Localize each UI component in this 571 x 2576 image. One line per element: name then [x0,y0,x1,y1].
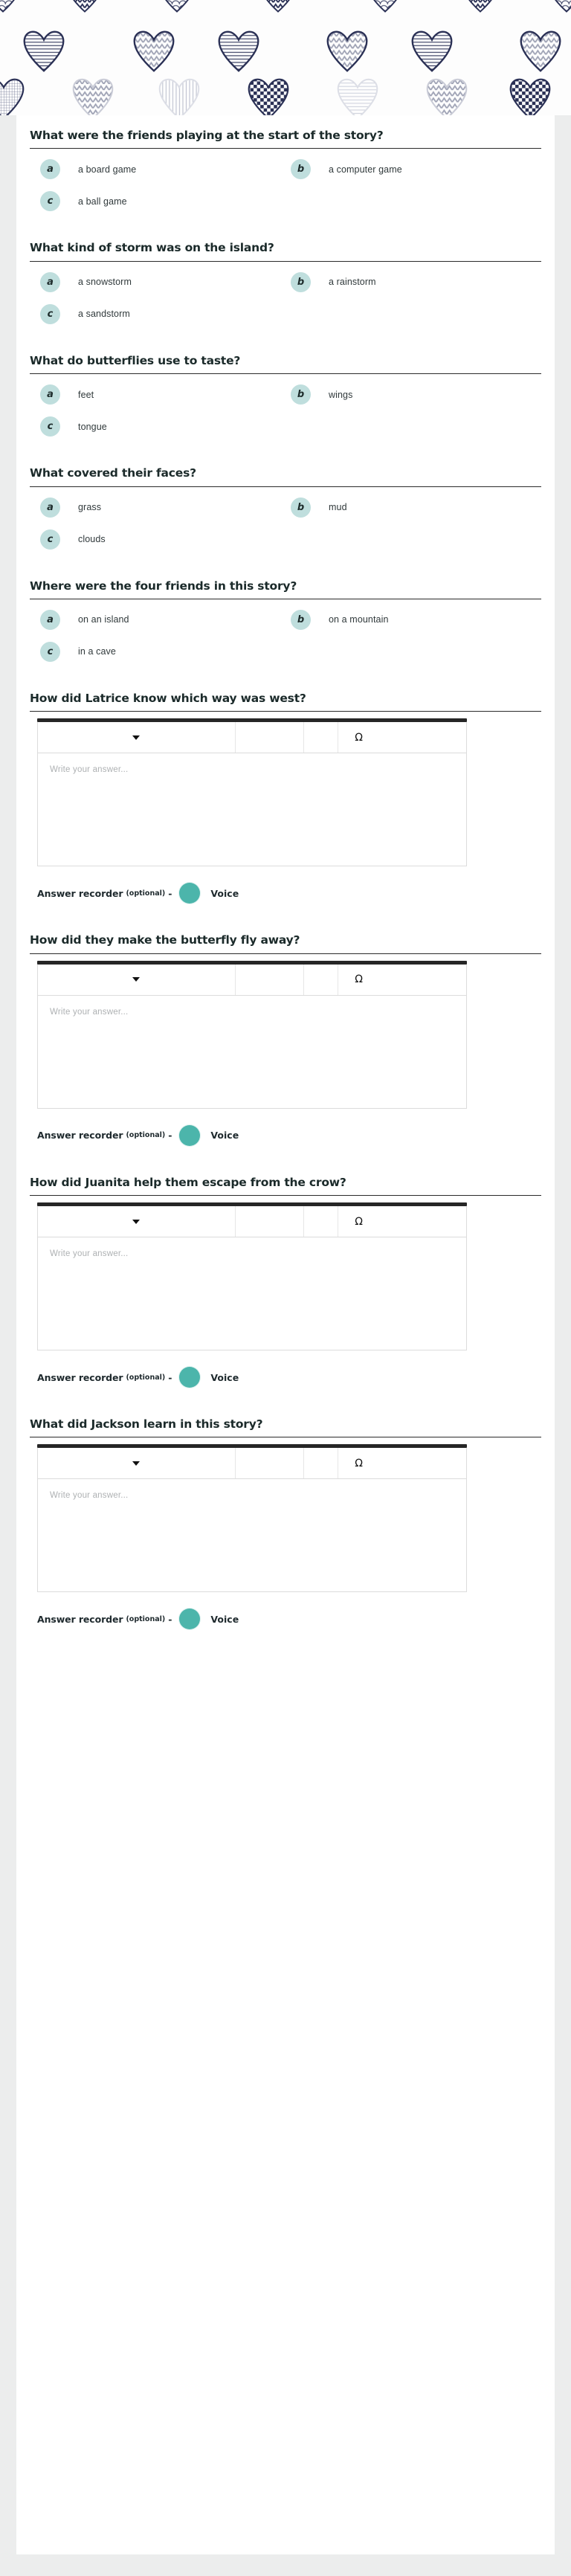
heart-motif [65,0,104,13]
question-prompt: What did Jackson learn in this story? [30,1417,263,1431]
choice-label: a sandstorm [78,309,130,320]
section-spacer [30,336,541,354]
voice-label: Voice [210,1371,239,1383]
omega-icon[interactable]: Ω [355,731,363,744]
editor-toolbar [37,965,467,996]
record-voice-button[interactable] [179,1609,200,1629]
heart-motif [158,0,196,13]
choice-list [30,262,541,336]
answer-recorder-row [30,866,541,904]
answer-recorder-row [30,1109,541,1146]
heart-motif [547,0,571,13]
choice-option-c[interactable] [40,642,291,662]
format-dropdown[interactable] [38,722,235,753]
answer-textarea[interactable] [37,996,467,1109]
choice-label: a snowstorm [78,277,132,288]
question-block [16,466,555,579]
answer-recorder-row [30,1350,541,1388]
question-block [16,1176,555,1417]
choice-label: clouds [78,534,106,544]
voice-label: Voice [210,1613,239,1625]
section-spacer [30,904,541,933]
omega-icon[interactable]: Ω [355,1457,363,1469]
voice-label: Voice [210,887,239,899]
question-prompt: How did they make the butterfly fly away? [30,933,300,947]
recorder-label: Answer recorder [37,887,123,899]
answer-placeholder: Write your answer... [50,1491,129,1501]
editor-toolbar [37,1448,467,1479]
special-character-button[interactable] [338,1448,466,1478]
question-prompt: What covered their faces? [30,466,196,480]
heart-motif [71,76,114,115]
choice-label: tongue [78,421,107,432]
special-character-button[interactable] [338,965,466,995]
chevron-down-icon[interactable] [132,1220,140,1224]
recorder-optional-note: (optional) [126,1373,166,1382]
recorder-optional-note: (optional) [126,1614,166,1623]
choice-label: feet [78,389,94,400]
section-spacer [30,1146,541,1176]
heart-motif [217,28,260,74]
question-prompt: Where were the four friends in this story? [30,579,297,593]
choice-label: mud [329,502,347,512]
choice-key-bubble[interactable]: a [40,610,60,630]
answer-editor [37,718,467,866]
heart-motif [519,28,562,74]
choice-option-c[interactable] [40,191,291,211]
answer-editor [37,961,467,1109]
answer-placeholder: Write your answer... [50,1249,129,1258]
worksheet-sheet [16,115,555,2554]
record-voice-button[interactable] [179,1125,200,1146]
choice-key-bubble[interactable]: c [40,191,60,211]
choice-label: in a cave [78,646,116,657]
heart-motif [326,28,369,74]
choice-key-bubble[interactable]: b [291,498,311,518]
choice-key-bubble[interactable]: b [291,272,311,292]
choice-label: grass [78,502,102,512]
heart-motif [0,0,22,13]
choice-label: a ball game [78,196,127,207]
question-prompt: What were the friends playing at the start of the story? [30,129,384,142]
toolbar-group-3[interactable] [303,722,338,753]
answer-recorder-row [30,1592,541,1629]
toolbar-group-3[interactable] [303,1448,338,1478]
heart-motif [132,28,175,74]
recorder-label: Answer recorder [37,1371,123,1383]
answer-placeholder: Write your answer... [50,1007,129,1017]
toolbar-group-2[interactable] [235,722,303,753]
editor-toolbar [37,1206,467,1237]
choice-label: on an island [78,614,129,625]
format-dropdown[interactable] [38,965,235,995]
heart-motif [509,76,552,115]
question-block [16,241,555,353]
chevron-down-icon[interactable] [132,735,140,740]
heart-motif [366,0,404,13]
choice-list [30,599,541,674]
choice-option-b[interactable] [291,498,541,518]
question-divider [30,711,541,712]
choice-option-a[interactable] [40,272,291,292]
recorder-optional-note: (optional) [126,889,166,898]
question-prompt: How did Latrice know which way was west? [30,691,306,705]
section-spacer [30,561,541,579]
choice-option-b[interactable] [291,272,541,292]
choice-list [30,149,541,223]
choice-option-b[interactable] [291,159,541,179]
choice-key-bubble[interactable]: c [40,642,60,662]
section-spacer [30,448,541,466]
chevron-down-icon[interactable] [132,1461,140,1466]
editor-toolbar [37,722,467,753]
recorder-dash: - [168,1371,172,1383]
choice-option-a[interactable] [40,610,291,630]
choice-key-bubble[interactable]: c [40,304,60,324]
decorative-heart-banner [0,0,571,115]
omega-icon[interactable]: Ω [355,973,363,986]
choice-option-b[interactable] [291,384,541,405]
question-prompt: How did Juanita help them escape from the crow? [30,1175,346,1189]
question-block [16,354,555,466]
choice-option-b[interactable] [291,610,541,630]
toolbar-group-2[interactable] [235,1206,303,1237]
choice-key-bubble[interactable]: c [40,416,60,437]
recorder-label: Answer recorder [37,1130,123,1142]
omega-icon[interactable]: Ω [355,1215,363,1228]
record-voice-button[interactable] [179,883,200,904]
choice-option-a[interactable] [40,159,291,179]
choice-list [30,487,541,561]
section-spacer [30,1629,541,1659]
question-block [16,933,555,1175]
toolbar-group-2[interactable] [235,965,303,995]
toolbar-group-3[interactable] [303,1206,338,1237]
choice-key-bubble[interactable]: a [40,272,60,292]
answer-editor [37,1444,467,1592]
format-dropdown[interactable] [38,1448,235,1478]
section-spacer [30,674,541,692]
question-divider [30,953,541,954]
recorder-dash: - [168,1130,172,1142]
choice-label: a computer game [329,164,402,175]
worksheet-container [0,115,571,2554]
choice-key-bubble[interactable]: a [40,498,60,518]
heart-motif [461,0,500,13]
choice-label: a board game [78,164,137,175]
choice-option-a[interactable] [40,498,291,518]
heart-motif [22,28,65,74]
answer-editor [37,1202,467,1350]
special-character-button[interactable] [338,1206,466,1237]
choice-label: wings [329,389,353,400]
choice-key-bubble[interactable]: a [40,159,60,179]
choice-option-c[interactable] [40,529,291,550]
heart-motif [247,76,290,115]
chevron-down-icon[interactable] [132,977,140,982]
section-spacer [30,1388,541,1417]
choice-key-bubble[interactable]: a [40,384,60,405]
recorder-dash: - [168,1613,172,1625]
recorder-optional-note: (optional) [126,1131,166,1140]
heart-motif [158,76,201,115]
choice-option-a[interactable] [40,384,291,405]
question-block [16,692,555,933]
recorder-label: Answer recorder [37,1613,123,1625]
toolbar-group-2[interactable] [235,1448,303,1478]
answer-textarea[interactable] [37,1237,467,1350]
question-prompt: What do butterflies use to taste? [30,353,241,367]
recorder-dash: - [168,887,172,899]
question-block [16,129,555,241]
question-prompt: What kind of storm was on the island? [30,241,274,255]
voice-label: Voice [210,1130,239,1142]
choice-list [30,374,541,448]
choice-key-bubble[interactable]: b [291,159,311,179]
heart-motif [410,28,454,74]
heart-motif [0,76,25,115]
section-spacer [30,223,541,241]
question-block [16,1417,555,1659]
record-voice-button[interactable] [179,1367,200,1388]
question-block [16,579,555,692]
heart-motif [425,76,468,115]
choice-key-bubble[interactable]: c [40,529,60,550]
answer-textarea[interactable] [37,753,467,866]
format-dropdown[interactable] [38,1206,235,1237]
question-divider [30,1195,541,1196]
choice-option-c[interactable] [40,416,291,437]
answer-placeholder: Write your answer... [50,765,129,775]
choice-label: a rainstorm [329,277,376,288]
special-character-button[interactable] [338,722,466,753]
choice-option-c[interactable] [40,304,291,324]
choice-key-bubble[interactable]: b [291,384,311,405]
choice-label: on a mountain [329,614,389,625]
choice-key-bubble[interactable]: b [291,610,311,630]
heart-motif [336,76,379,115]
toolbar-group-3[interactable] [303,965,338,995]
answer-textarea[interactable] [37,1479,467,1592]
heart-motif [259,0,297,13]
